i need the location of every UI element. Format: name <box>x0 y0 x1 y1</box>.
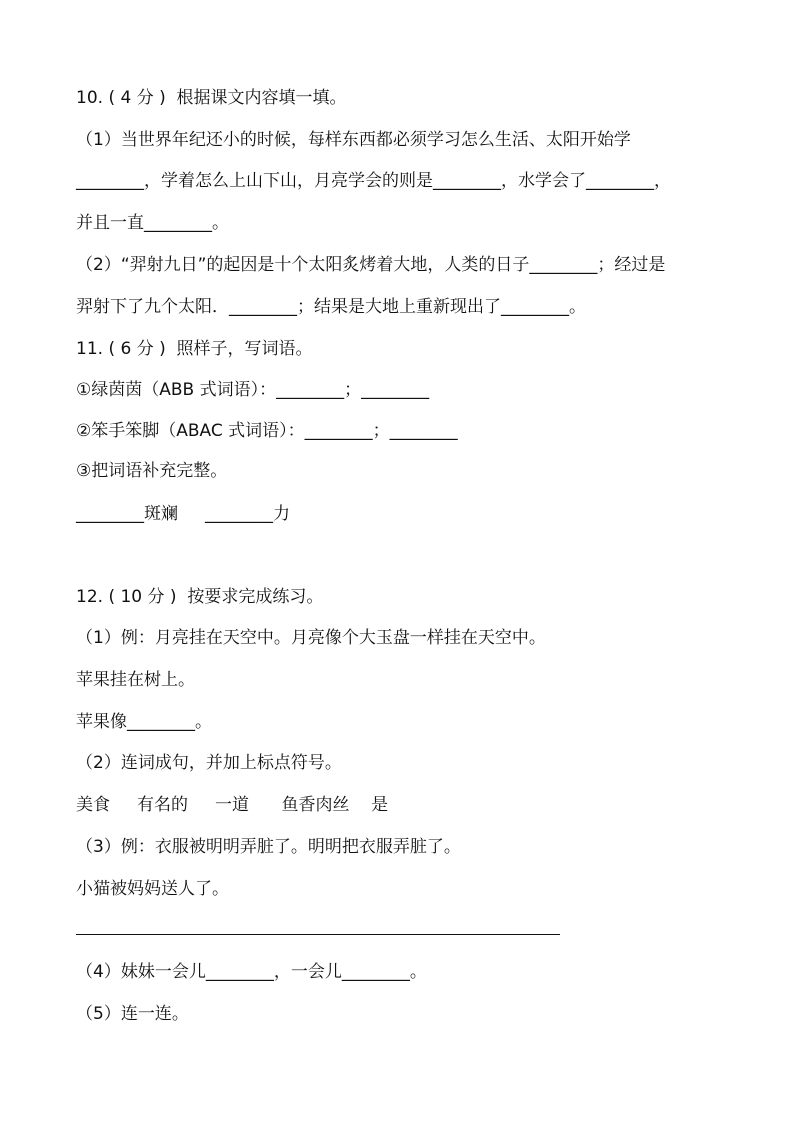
q11-fill-line: ________斑斓 ________力 <box>76 504 291 524</box>
q11-header: 11. ( 6 分 ) 照样子，写词语。 <box>76 339 313 359</box>
q12-part5: （5）连一连。 <box>76 1004 189 1024</box>
q10-part1-line3: 并且一直________。 <box>76 213 229 233</box>
q10-part2-line2: 羿射下了九个太阳．________；结果是大地上重新现出了________。 <box>76 297 586 317</box>
q10-part1-line1: （1）当世界年纪还小的时候，每样东西都必须学习怎么生活、太阳开始学 <box>76 130 631 150</box>
q12-part2-words: 美食 有名的 一道 鱼香肉丝 是 <box>76 795 389 815</box>
q12-part3-given: 小猫被妈妈送人了。 <box>76 879 229 899</box>
q11-item3: ③把词语补充完整。 <box>76 461 228 481</box>
q12-part4: （4）妹妹一会儿________，一会儿________。 <box>76 962 427 982</box>
q12-part3-answer-line <box>76 934 560 935</box>
q10-part2-line1: （2）“羿射九日”的起因是十个太阳炙烤着大地，人类的日子________；经过是 <box>76 255 666 275</box>
q10-header: 10. ( 4 分 ) 根据课文内容填一填。 <box>76 88 347 108</box>
q12-part1-given: 苹果挂在树上。 <box>76 670 195 690</box>
q12-part1-example: （1）例：月亮挂在天空中。月亮像个大玉盘一样挂在天空中。 <box>76 628 546 648</box>
q12-part1-answer: 苹果像________。 <box>76 712 212 732</box>
q12-part3-example: （3）例：衣服被明明弄脏了。明明把衣服弄脏了。 <box>76 837 461 857</box>
q11-item2: ②笨手笨脚（ABAC 式词语）：________；________ <box>76 421 458 441</box>
q11-item1: ①绿茵茵（ABB 式词语）：________；________ <box>76 380 430 400</box>
q10-part1-line2: ________，学着怎么上山下山，月亮学会的则是________，水学会了________， <box>76 171 671 191</box>
q12-part2-instruction: （2）连词成句，并加上标点符号。 <box>76 753 342 773</box>
q12-header: 12. ( 10 分 ) 按要求完成练习。 <box>76 587 324 607</box>
